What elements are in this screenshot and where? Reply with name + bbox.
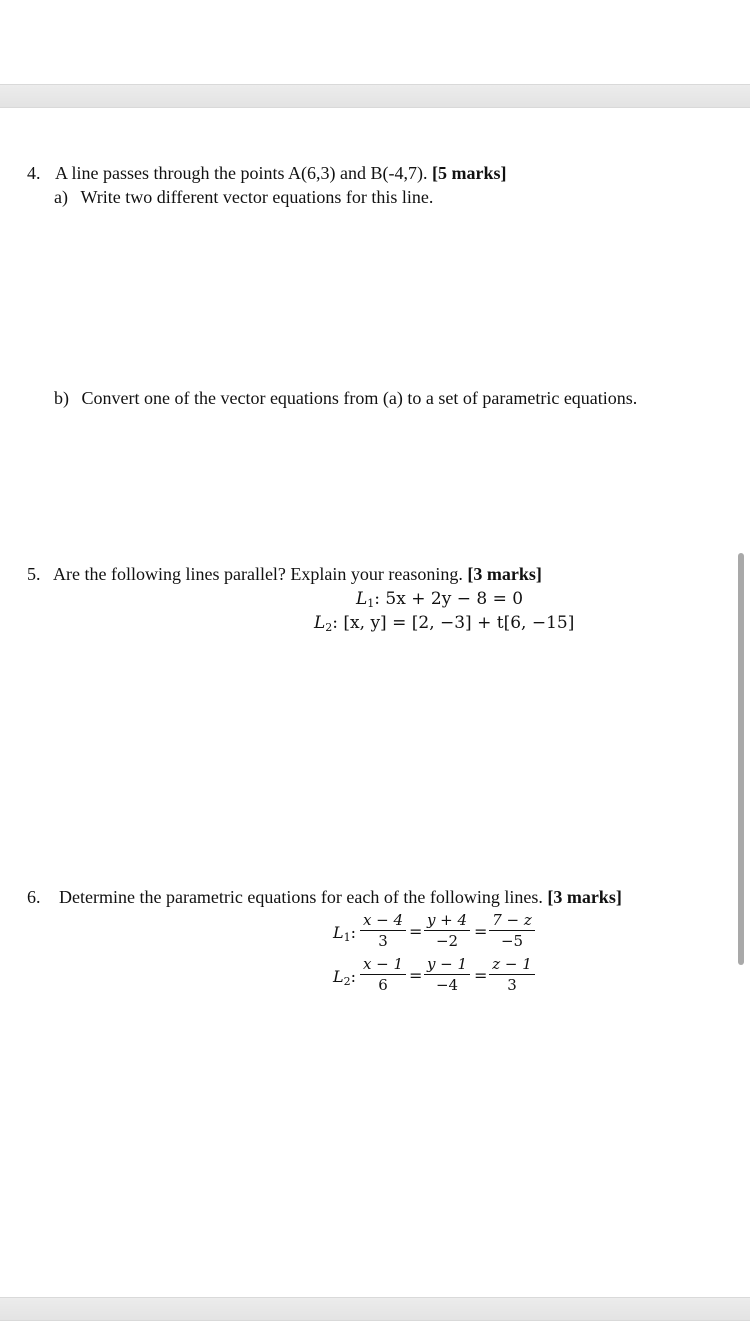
fraction-denominator: 3: [378, 932, 388, 950]
question-4b-text: Convert one of the vector equations from (a) to a set of parametric equations.: [81, 388, 638, 408]
scrollbar[interactable]: [738, 553, 744, 965]
line-2-equation: : [x, y] = [2, −3] + t[6, −15]: [332, 613, 575, 633]
equals-sign: =: [474, 922, 488, 941]
fraction-denominator: −5: [500, 932, 524, 950]
line-2-fraction-x: [360, 955, 406, 993]
question-6-line-2-label: $L_2$:: [333, 967, 357, 988]
question-6-marks: [3 marks]: [547, 887, 622, 907]
fraction-denominator: 3: [507, 976, 517, 994]
question-4-text: A line passes through the points A(6,3) and B(-4,7).: [55, 163, 428, 183]
fraction-numerator: x − 1: [360, 955, 406, 975]
line-2-name: L: [333, 967, 344, 986]
line-1-subscript: 1: [343, 931, 351, 944]
line-2-fraction-y: [424, 955, 470, 993]
question-4: [27, 162, 506, 184]
line-2-subscript: 2: [343, 975, 351, 988]
line-2-subscript: 2: [325, 621, 333, 634]
question-6-text: Determine the parametric equations for each of the following lines.: [59, 887, 543, 907]
question-5-text: Are the following lines parallel? Explain your reasoning.: [53, 564, 463, 584]
question-5-line-1: [356, 589, 523, 614]
question-4-number: 4.: [27, 163, 41, 183]
question-4b: [54, 387, 637, 409]
line-1-subscript: 1: [367, 597, 375, 610]
fraction-numerator: z − 1: [489, 955, 535, 975]
line-2-fraction-z: [489, 955, 535, 993]
question-6-line-1-label: $L_1$:: [333, 923, 357, 944]
question-4a-label: a): [54, 187, 68, 207]
fraction-numerator: y + 4: [424, 911, 470, 931]
question-4a-text: Write two different vector equations for this line.: [80, 187, 434, 207]
equals-sign: =: [474, 966, 488, 985]
fraction-denominator: −4: [435, 976, 459, 994]
line-1-name: L: [333, 923, 344, 942]
line-1-fraction-z: [489, 911, 535, 949]
page-separator-top: [0, 84, 750, 108]
line-1-name: L: [356, 589, 368, 609]
question-6-number: 6.: [27, 887, 41, 907]
line-2-name: L: [314, 613, 326, 633]
question-5-line-2: [314, 613, 574, 638]
equals-sign: =: [409, 966, 423, 985]
fraction-denominator: 6: [378, 976, 388, 994]
line-1-equation: : 5x + 2y − 8 = 0: [374, 589, 524, 609]
fraction-numerator: x − 4: [360, 911, 406, 931]
fraction-denominator: −2: [435, 932, 459, 950]
question-6: [27, 886, 622, 908]
line-1-fraction-y: [424, 911, 470, 949]
page-separator-bottom: [0, 1297, 750, 1321]
question-4-marks: [5 marks]: [431, 163, 507, 183]
line-1-fraction-x: [360, 911, 406, 949]
fraction-numerator: y − 1: [424, 955, 470, 975]
question-4b-label: b): [54, 388, 69, 408]
question-5: [27, 563, 542, 585]
question-4a: [54, 186, 433, 208]
question-5-number: 5.: [27, 564, 41, 584]
equals-sign: =: [409, 922, 423, 941]
fraction-numerator: 7 − z: [489, 911, 535, 931]
question-5-marks: [3 marks]: [467, 564, 542, 584]
